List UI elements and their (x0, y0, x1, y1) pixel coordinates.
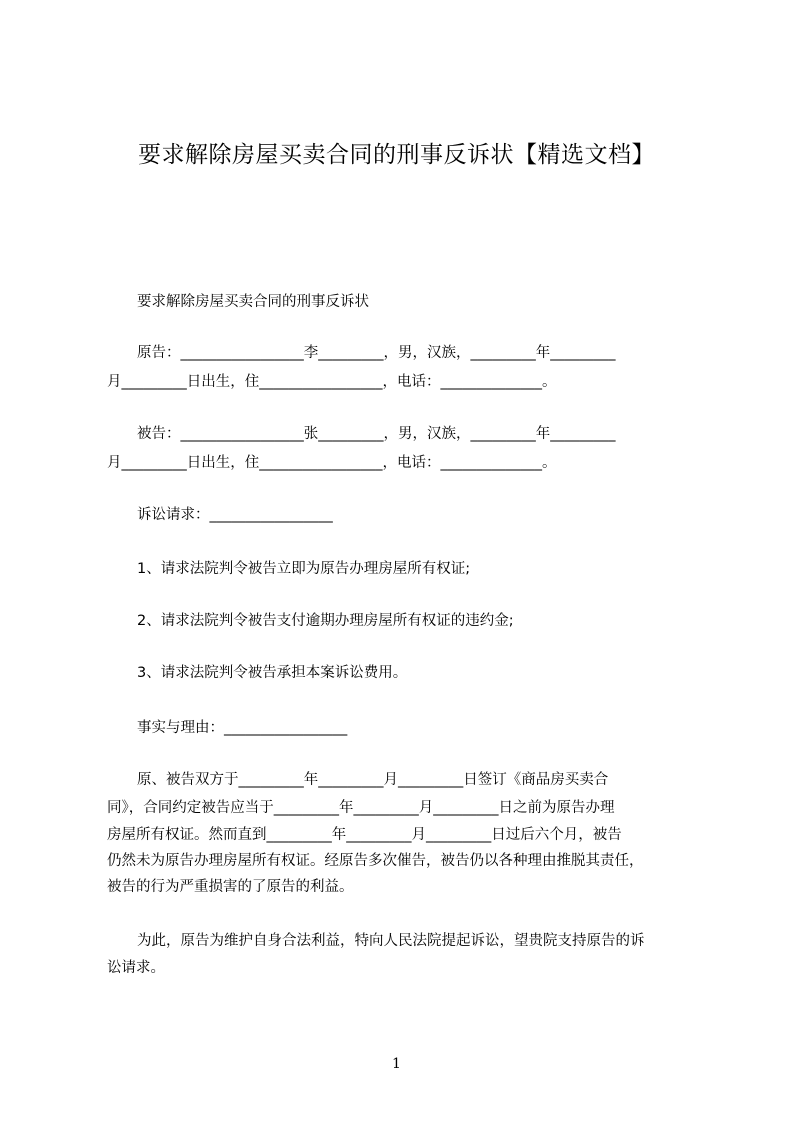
claim-item: 1、请求法院判令被告立即为原告办理房屋所有权证; (137, 561, 471, 577)
facts-line: 同》，合同约定被告应当于_________年_________月_________日之前为原告办理 (107, 800, 615, 816)
claim-item: 2、请求法院判令被告支付逾期办理房屋所有权证的违约金; (137, 613, 514, 629)
closing-line: 讼请求。 (107, 960, 165, 976)
facts-heading: 事实与理由：_________________ (137, 720, 348, 736)
facts-line: 房屋所有权证。然而直到_________年_________月_________日过后六个月，被告 (107, 827, 622, 843)
plaintiff-line-2: 月_________日出生，住_________________，电话：______________。 (107, 374, 557, 390)
claims-heading: 诉讼请求：_________________ (137, 507, 333, 523)
defendant-line-2: 月_________日出生，住_________________，电话：______________。 (107, 455, 557, 471)
facts-line: 原、被告双方于_________年_________月_________日签订《商品房买卖合 (137, 772, 609, 788)
facts-line: 仍然未为原告办理房屋所有权证。经原告多次催告，被告仍以各种理由推脱其责任， (107, 853, 644, 869)
closing-line: 为此，原告为维护自身合法利益，特向人民法院提起诉讼，望贵院支持原告的诉 (137, 933, 645, 949)
facts-line: 被告的行为严重损害的了原告的利益。 (107, 879, 354, 895)
defendant-line-1: 被告：_________________张_________，男，汉族，_________年_________ (137, 426, 616, 442)
claim-item: 3、请求法院判令被告承担本案诉讼费用。 (137, 665, 408, 681)
page-number: 1 (392, 1056, 401, 1072)
document-subtitle: 要求解除房屋买卖合同的刑事反诉状 (137, 294, 369, 310)
document-title: 要求解除房屋买卖合同的刑事反诉状【精选文档】 (138, 142, 655, 168)
plaintiff-line-1: 原告：_________________李_________，男，汉族，_________年_________ (137, 345, 616, 361)
